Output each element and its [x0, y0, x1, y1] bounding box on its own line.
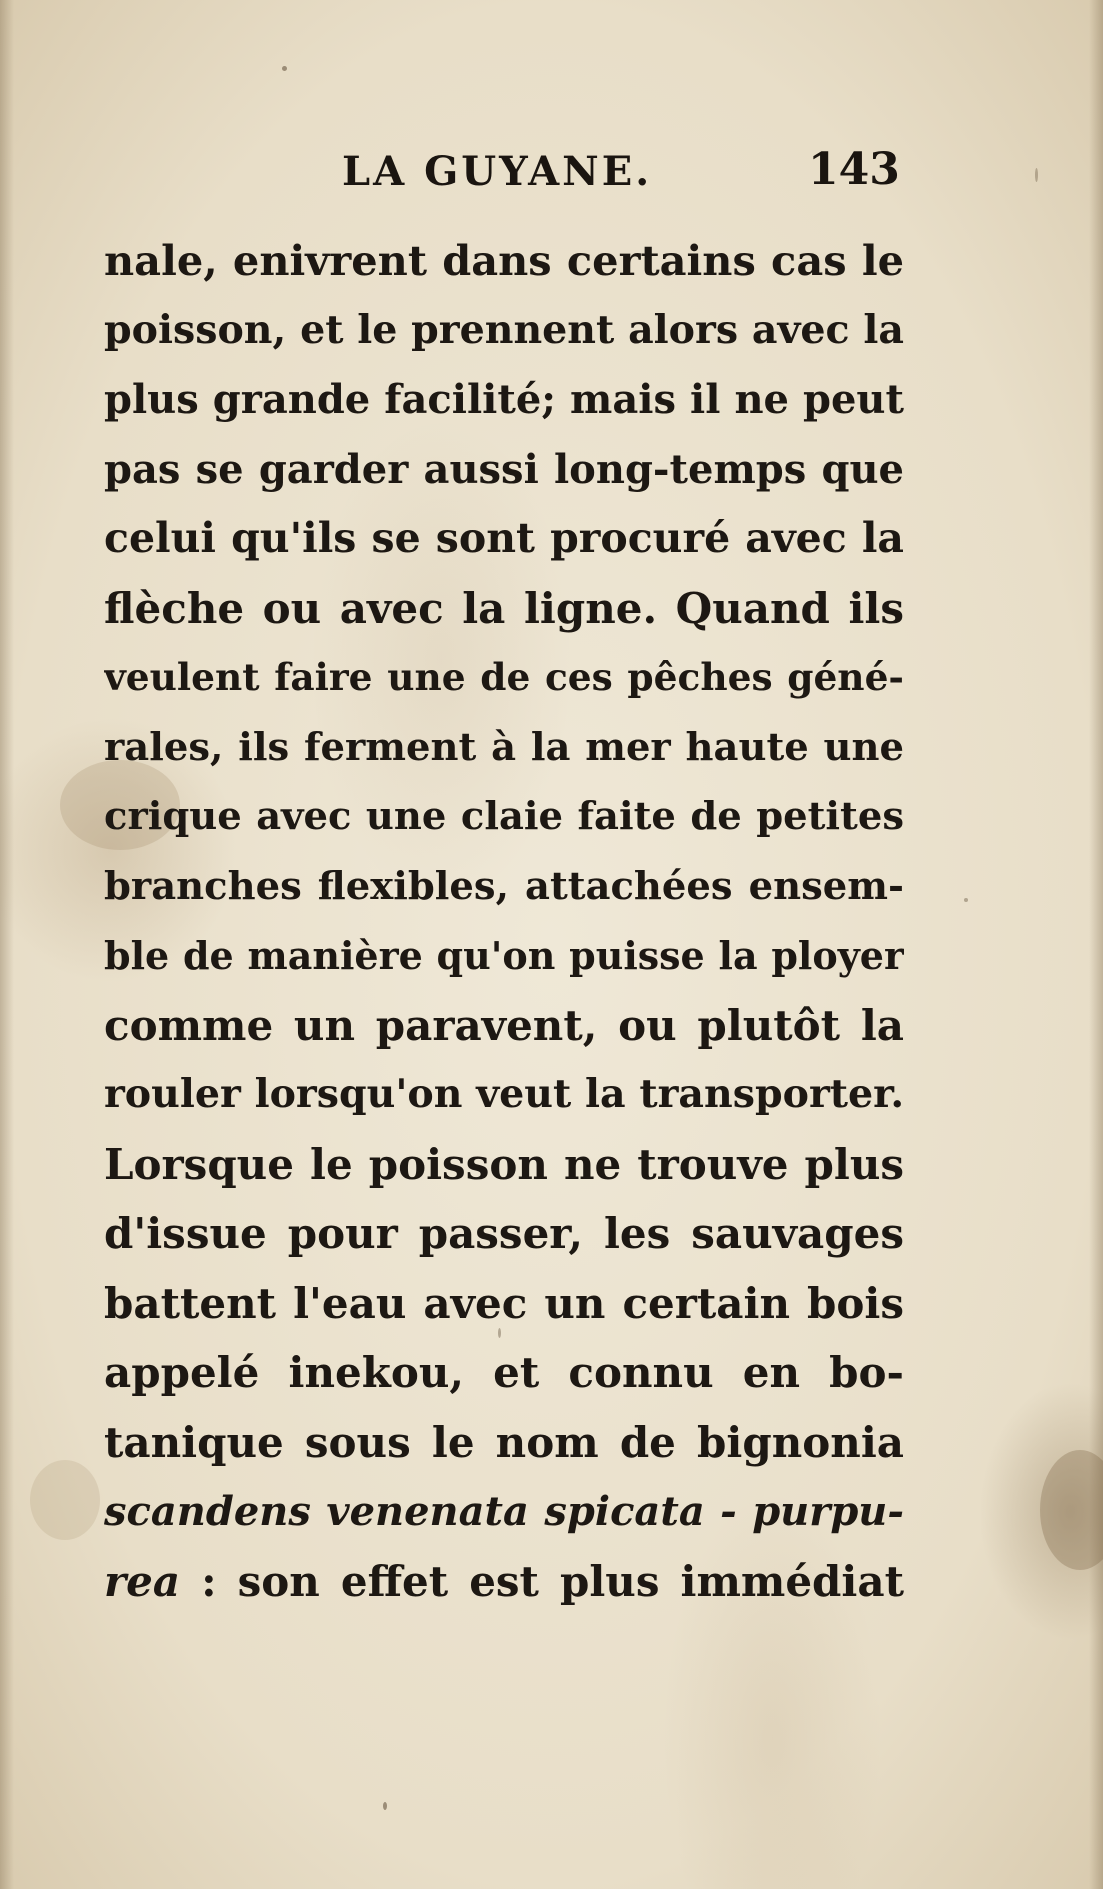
- italic-species-name: scandens venenata spicata - purpu-: [104, 1488, 904, 1535]
- text-line: comme un paravent, ou plutôt la: [104, 1000, 904, 1050]
- italic-species-name-end: rea: [104, 1556, 181, 1606]
- text-line: d'issue pour passer, les sauvages: [104, 1209, 904, 1258]
- text-line: rales, ils ferment à la mer haute une: [104, 724, 904, 770]
- text-line: Lorsque le poisson ne trouve plus: [104, 1139, 904, 1189]
- ink-speck: [282, 66, 287, 71]
- text-line: crique avec une claie faite de petites: [104, 794, 904, 839]
- page-number: 143: [808, 144, 900, 195]
- text-line: rouler lorsqu'on veut la transporter.: [104, 1071, 904, 1117]
- text-line: tanique sous le nom de bignonia: [104, 1417, 904, 1467]
- text-line: battent l'eau avec un certain bois: [104, 1278, 904, 1328]
- text-line: veulent faire une de ces pêches géné-: [104, 655, 904, 699]
- text-line-final-roman: : son effet est plus immédiat: [201, 1556, 904, 1606]
- text-line-final: [104, 1547, 904, 1617]
- page-edge-shadow-left: [0, 0, 14, 1889]
- text-line: plus grande facilité; mais il ne peut: [104, 376, 904, 423]
- text-line: celui qu'ils se sont procuré avec la: [104, 514, 904, 562]
- text-line: ble de manière qu'on puisse la ployer: [104, 933, 904, 978]
- page-edge-shadow-right: [1089, 0, 1103, 1889]
- running-title: LA GUYANE.: [342, 148, 653, 195]
- text-line: appelé inekou, et connu en bo-: [104, 1348, 904, 1397]
- text-line: poisson, et le prennent alors avec la: [104, 306, 904, 353]
- foxing-stain: [30, 1460, 100, 1540]
- text-line: nale, enivrent dans certains cas le: [104, 236, 904, 285]
- text-line: branches flexibles, attachées ensem-: [104, 863, 904, 909]
- text-line: flèche ou avec la ligne. Quand ils: [104, 583, 904, 633]
- running-head: [0, 144, 1103, 208]
- text-line: pas se garder aussi long-temps que: [104, 445, 904, 493]
- text-line-italic: [104, 1477, 904, 1547]
- ink-speck: [383, 1802, 387, 1810]
- body-text: [104, 226, 904, 1616]
- ink-speck: [964, 898, 968, 902]
